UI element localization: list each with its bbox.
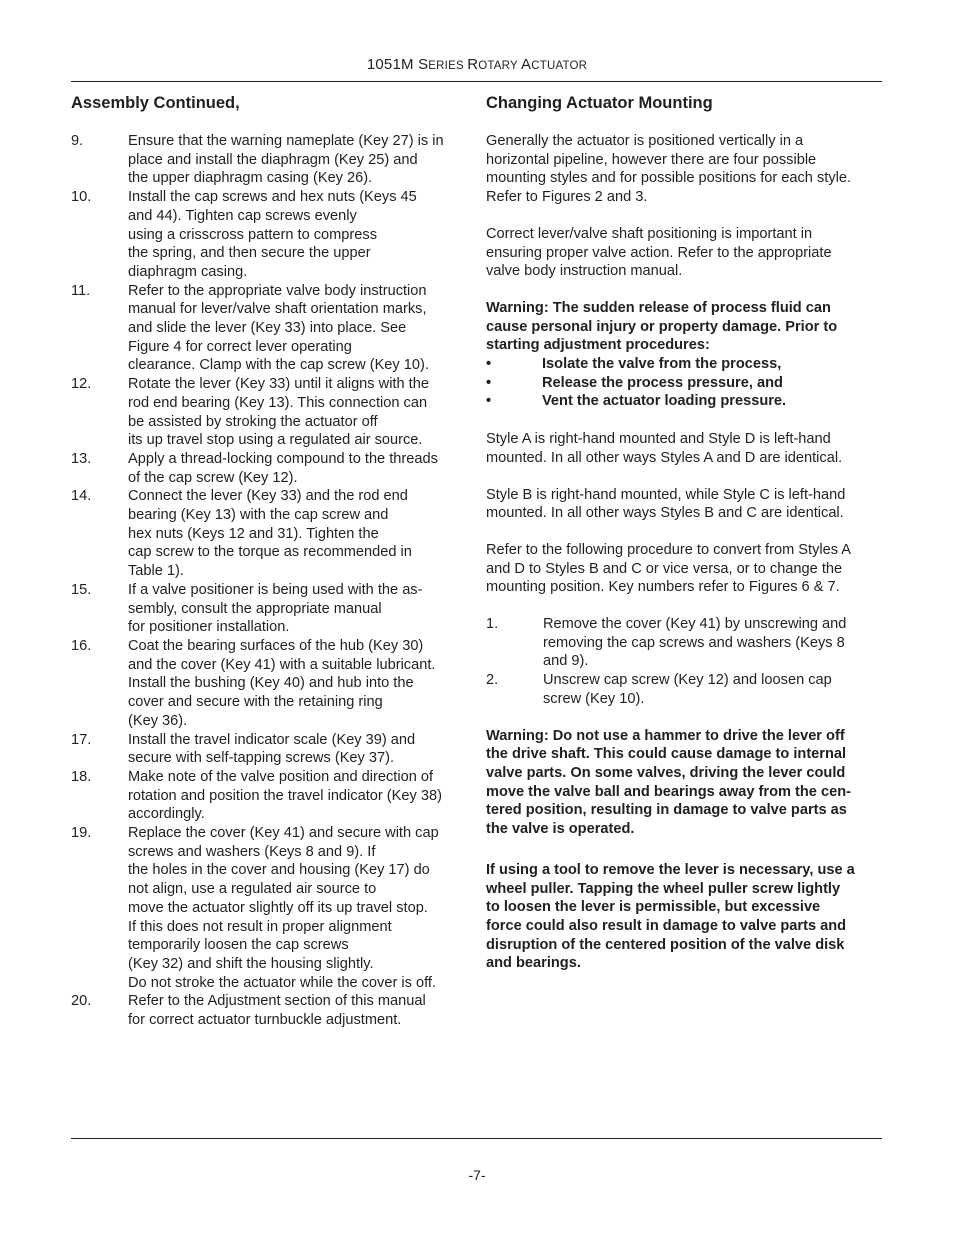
assembly-step-text (128, 824, 466, 992)
warning-hammer (486, 727, 884, 839)
text-line: mounted. In all other ways Styles A and D are identical. (486, 449, 843, 466)
assembly-steps (71, 132, 466, 1030)
warning-line: the valve is operated. (486, 821, 635, 838)
assembly-step-line: Ensure that the warning nameplate (Key 27) is in (128, 133, 444, 149)
assembly-step (71, 992, 466, 1029)
running-head-part-2-big: R (467, 56, 479, 73)
mounting-step-line: Remove the cover (Key 41) by unscrewing and (543, 616, 847, 633)
header-rule (71, 81, 882, 82)
page-number: -7- (468, 1167, 486, 1183)
text-line: Style A is right-hand mounted and Style D is left-hand (486, 431, 831, 448)
assembly-step (71, 637, 466, 731)
assembly-step-text (128, 637, 466, 731)
warning-bullet-item (486, 355, 884, 374)
paragraph-style-b-c (486, 486, 884, 523)
assembly-step (71, 487, 466, 581)
running-head-part-0-big: 1051M (366, 56, 419, 73)
assembly-step-text (128, 992, 466, 1029)
assembly-step-text (128, 282, 466, 376)
assembly-step-number: 10. (71, 189, 92, 206)
assembly-step-line: place and install the diaphragm (Key 25) and (128, 151, 418, 168)
assembly-step-line: Install the cap screws and hex nuts (Keys 45 (128, 189, 417, 206)
assembly-step-line: rod end bearing (Key 13). This connection can (128, 394, 428, 411)
assembly-step-text (128, 581, 466, 637)
text-line: mounted. In all other ways Styles B and C are identical. (486, 505, 844, 522)
assembly-step (71, 282, 466, 376)
assembly-step (71, 132, 466, 188)
assembly-step-line: Do not stroke the actuator while the cover is off. (128, 974, 436, 991)
assembly-step (71, 731, 466, 768)
right-heading: Changing Actuator Mounting (486, 94, 713, 112)
text-line: ensuring proper valve action. Refer to the appropriate (486, 244, 832, 261)
assembly-step-line: move the actuator slightly off its up travel stop. (128, 899, 428, 916)
text-line: horizontal pipeline, however there are four possible (486, 151, 817, 168)
assembly-step (71, 581, 466, 637)
paragraph-shaft-positioning (486, 225, 884, 281)
mounting-step-line: and 9). (543, 653, 589, 670)
text-line: Refer to the following procedure to convert from Styles A (486, 541, 852, 558)
assembly-step-line: If a valve positioner is being used with the as- (128, 581, 423, 598)
assembly-step-number: 18. (71, 768, 92, 785)
mounting-steps (486, 615, 884, 709)
text-line: Generally the actuator is positioned vertically in a (486, 133, 804, 149)
assembly-step-text (128, 188, 466, 282)
running-head-part-1-big: S (418, 56, 429, 73)
assembly-step-line: the upper diaphragm casing (Key 26). (128, 170, 373, 187)
text-line: Refer to Figures 2 and 3. (486, 189, 648, 206)
assembly-step-line: manual for lever/valve shaft orientation marks, (128, 301, 427, 318)
running-head-part-1-small: ERIES (428, 60, 468, 72)
warning-line: tered position, resulting in damage to valve parts as (486, 802, 847, 819)
assembly-step-line: accordingly. (128, 806, 205, 823)
assembly-step-text (128, 375, 466, 450)
warning-line: to loosen the lever is permissible, but excessive (486, 899, 821, 916)
warning-line: Warning: Do not use a hammer to drive the lever off (486, 727, 845, 744)
assembly-step-number: 9. (71, 133, 84, 149)
assembly-step-line: Refer to the Adjustment section of this manual (128, 993, 426, 1010)
assembly-step-text (128, 450, 466, 487)
warning-line: wheel puller. Tapping the wheel puller screw lightly (486, 880, 841, 897)
text-line: valve body instruction manual. (486, 263, 683, 280)
assembly-step-line: (Key 32) and shift the housing slightly. (128, 955, 374, 972)
mounting-step-line: Unscrew cap screw (Key 12) and loosen cap (543, 672, 832, 689)
assembly-step-line: the holes in the cover and housing (Key 17) do (128, 862, 430, 879)
warning-line: force could also result in damage to valve parts and (486, 917, 847, 934)
assembly-step-line: sembly, consult the appropriate manual (128, 600, 382, 617)
warning-bullet-item (486, 374, 884, 393)
assembly-step-line: screws and washers (Keys 8 and 9). If (128, 843, 376, 860)
running-head-part-3-big: A (521, 56, 532, 73)
assembly-step-line: Figure 4 for correct lever operating (128, 338, 352, 355)
mounting-step-line: screw (Key 10). (543, 690, 645, 707)
warning-line: cause personal injury or property damage. Prior to (486, 318, 838, 335)
warning-line: and bearings. (486, 955, 581, 972)
warning-process-fluid (486, 299, 884, 355)
running-head-part-3-small: CTUATOR (531, 60, 588, 72)
assembly-step-line: hex nuts (Keys 12 and 31). Tighten the (128, 525, 379, 542)
mounting-step-number: 1. (486, 616, 499, 633)
assembly-step-line: Rotate the lever (Key 33) until it aligns with the (128, 376, 429, 393)
assembly-step-line: its up travel stop using a regulated air source. (128, 432, 423, 449)
assembly-step-line: of the cap screw (Key 12). (128, 469, 298, 486)
assembly-step-line: Apply a thread-locking compound to the threads (128, 450, 438, 467)
paragraph-convert-procedure (486, 541, 884, 597)
mounting-step (486, 671, 884, 708)
bullet-text: Release the process pressure, and (542, 374, 783, 391)
assembly-step-line: temporarily loosen the cap screws (128, 937, 349, 954)
mounting-step-line: removing the cap screws and washers (Keys 8 (543, 634, 845, 651)
assembly-step-number: 12. (71, 376, 92, 393)
assembly-step (71, 375, 466, 450)
assembly-step-line: the spring, and then secure the upper (128, 245, 371, 262)
bullet-icon: • (486, 393, 492, 410)
right-column (486, 91, 884, 973)
warning-wheel-puller (486, 861, 884, 973)
warning-line: starting adjustment procedures: (486, 337, 710, 354)
assembly-step-number: 19. (71, 825, 92, 842)
assembly-step-text (128, 731, 466, 768)
text-line: mounting position. Key numbers refer to Figures 6 & 7. (486, 579, 840, 596)
assembly-step-line: Replace the cover (Key 41) and secure with cap (128, 825, 439, 842)
running-head-part-2-small: OTARY (478, 60, 522, 72)
assembly-step-number: 20. (71, 993, 92, 1010)
warning-bullet-item (486, 392, 884, 411)
assembly-step-line: Install the bushing (Key 40) and hub into the (128, 675, 414, 692)
assembly-step-line: and 44). Tighten cap screws evenly (128, 207, 357, 224)
assembly-step-number: 11. (71, 282, 91, 299)
assembly-step-number: 13. (71, 450, 92, 467)
assembly-step-line: and slide the lever (Key 33) into place. See (128, 320, 407, 337)
assembly-step-line: for positioner installation. (128, 619, 290, 636)
assembly-step-number: 15. (71, 581, 92, 598)
warning-line: disruption of the centered position of the valve disk (486, 936, 845, 953)
assembly-step-text (128, 768, 466, 824)
assembly-step (71, 450, 466, 487)
assembly-step-line: diaphragm casing. (128, 263, 248, 280)
assembly-step-line: secure with self-tapping screws (Key 37). (128, 750, 395, 767)
bullet-icon: • (486, 374, 492, 391)
warning-bullets (486, 355, 884, 411)
warning-line: Warning: The sudden release of process fluid can (486, 299, 831, 316)
assembly-step-number: 17. (71, 731, 92, 748)
assembly-step-line: Coat the bearing surfaces of the hub (Key 30) (128, 637, 424, 654)
assembly-step-line: bearing (Key 13) with the cap screw and (128, 507, 389, 524)
left-column (71, 91, 466, 1030)
assembly-step-text (128, 132, 466, 188)
bullet-text: Vent the actuator loading pressure. (542, 393, 787, 410)
assembly-step-line: Table 1). (128, 563, 184, 580)
bullet-icon: • (486, 356, 492, 373)
assembly-step-line: cap screw to the torque as recommended in (128, 544, 412, 561)
assembly-step (71, 824, 466, 992)
assembly-step-number: 16. (71, 637, 92, 654)
paragraph-style-a-d (486, 430, 884, 467)
bullet-text: Isolate the valve from the process, (542, 356, 782, 373)
assembly-step-line: cover and secure with the retaining ring (128, 694, 383, 711)
mounting-step (486, 615, 884, 671)
assembly-step-line: If this does not result in proper alignment (128, 918, 392, 935)
text-line: mounting styles and for possible positions for each style. (486, 170, 852, 187)
assembly-step (71, 768, 466, 824)
assembly-step-number: 14. (71, 488, 92, 505)
footer-rule (71, 1138, 882, 1139)
assembly-step-line: be assisted by stroking the actuator off (128, 413, 378, 430)
left-heading: Assembly Continued, (71, 94, 240, 112)
mounting-step-number: 2. (486, 672, 499, 689)
assembly-step-line: not align, use a regulated air source to (128, 881, 377, 898)
text-line: and D to Styles B and C or vice versa, or to change the (486, 560, 843, 577)
paragraph-positioning (486, 132, 884, 207)
warning-line: If using a tool to remove the lever is necessary, use a (486, 861, 855, 878)
assembly-step-line: and the cover (Key 41) with a suitable lubricant. (128, 656, 436, 673)
assembly-step-line: clearance. Clamp with the cap screw (Key 10). (128, 357, 429, 374)
assembly-step-line: for correct actuator turnbuckle adjustment. (128, 1012, 402, 1029)
warning-line: move the valve ball and bearings away from the cen- (486, 783, 851, 800)
assembly-step-line: using a crisscross pattern to compress (128, 226, 377, 243)
assembly-step-line: Refer to the appropriate valve body instruction (128, 282, 427, 299)
warning-line: valve parts. On some valves, driving the lever could (486, 764, 846, 781)
assembly-step-line: Install the travel indicator scale (Key 39) and (128, 731, 416, 748)
assembly-step-text (128, 487, 466, 581)
assembly-step-line: (Key 36). (128, 712, 188, 729)
text-line: Style B is right-hand mounted, while Style C is left-hand (486, 486, 846, 503)
assembly-step (71, 188, 466, 282)
assembly-step-line: rotation and position the travel indicator (Key 38) (128, 787, 442, 804)
text-line: Correct lever/valve shaft positioning is important in (486, 225, 813, 242)
mounting-step-text (543, 615, 884, 671)
warning-line: the drive shaft. This could cause damage to internal (486, 746, 847, 763)
assembly-step-line: Make note of the valve position and direction of (128, 768, 434, 785)
running-head (0, 56, 954, 73)
mounting-step-text (543, 671, 884, 708)
assembly-step-line: Connect the lever (Key 33) and the rod end (128, 488, 408, 505)
